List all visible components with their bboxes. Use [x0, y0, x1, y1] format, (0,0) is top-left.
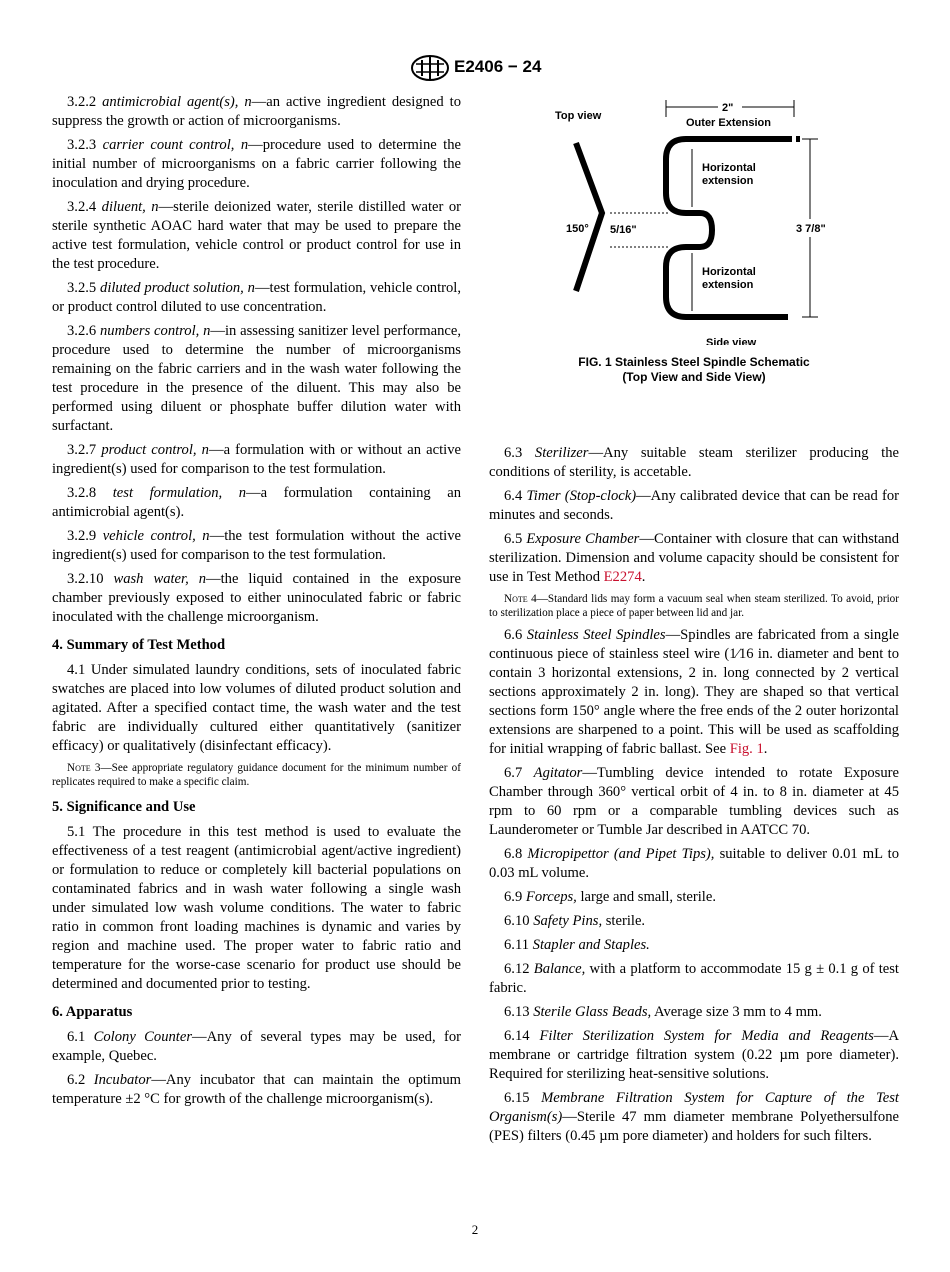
top-view-wire: [576, 143, 602, 291]
section-number: 3.2.8: [67, 485, 97, 501]
left-column: [52, 93, 461, 1114]
term: Incubator: [93, 1072, 152, 1088]
paragraph: [52, 570, 461, 627]
term: Sterilizer: [534, 445, 589, 461]
section-number: 6.4: [504, 488, 523, 504]
paragraph: [489, 626, 899, 759]
paragraph-text: —a formulation containing an antimicrobial agent(s).: [52, 485, 462, 520]
paragraph-text: —Any suitable steam sterilizer producing the conditions of sterility, is accetable.: [489, 445, 899, 480]
term: diluent, n: [101, 199, 159, 215]
paragraph-text: —test formulation, vehicle control, or product control diluted to use concentration.: [52, 280, 461, 315]
top-view-label: Top view: [555, 110, 602, 122]
paragraph: [489, 530, 899, 587]
term: carrier count control, n: [102, 137, 249, 153]
term: test formulation, n: [112, 485, 246, 501]
term: Exposure Chamber: [526, 531, 640, 547]
horiz-label-upper-1: Horizontal: [702, 162, 756, 174]
section-heading: 5. Significance and Use: [52, 799, 196, 815]
spindle-figure: [540, 95, 870, 345]
section-number: 6.12: [504, 961, 530, 977]
note: [52, 761, 461, 789]
reference-link[interactable]: Fig. 1: [729, 741, 764, 757]
section-number: 6.9: [504, 889, 523, 905]
paragraph-text: —in assessing sanitizer level performance, procedure used to determine the number of microorganisms remaining on the fabric carriers and in the wash water following the test procedure in the presence of the diluent. This may also be performed using diluent or phosphate buffer dilution water with surfactant.: [52, 323, 461, 434]
paragraph: [52, 93, 461, 131]
paragraph-text: Average size 3 mm to 4 mm.: [651, 1004, 822, 1020]
section-number: 6.5: [504, 531, 523, 547]
term: Forceps,: [525, 889, 577, 905]
section-number: 6.3: [504, 445, 523, 461]
paragraph-text: —the liquid contained in the exposure chamber previously exposed to either uninoculated fabric or fabric inoculated with the challenge microorganism.: [52, 571, 461, 625]
figure-caption: [489, 355, 899, 385]
paragraph-text: Under simulated laundry conditions, sets of inoculated fabric swatches are placed into low volumes of diluted product solution and agitated. After a specified contact time, the wash water and the test fabric are individually cultured either quantitatively (sanitizer efficacy) or qualitatively (disinfectant efficacy).: [52, 662, 461, 754]
paragraph: [489, 1089, 899, 1146]
paragraph-text: The procedure in this test method is used to evaluate the effectiveness of a test reagent (antimicrobial agent/active ingredient) or formulation to reduce or completely kill bacterial populations on contaminated fabrics and in wash water following a single wash under simulated low wash volume conditions. The water to fabric ratio in common front loading machines is dynamic and varies by region and machine used. The proper water to fabric ratio and temperature for the worse-case scenario for product use should be determined and documented prior to testing.: [52, 824, 461, 992]
paragraph-text: suitable to deliver 0.01 mL to 0.03 mL volume.: [489, 846, 899, 881]
term: antimicrobial agent(s), n: [102, 94, 252, 110]
paragraph: [52, 1071, 461, 1109]
section-number: 6.6: [504, 627, 523, 643]
paragraph-text: —Any of several types may be used, for example, Quebec.: [52, 1029, 461, 1064]
paragraph: [489, 1003, 899, 1022]
paragraph: [489, 487, 899, 525]
note-label: Note 4: [504, 593, 537, 605]
paragraph-text: —the test formulation without the active ingredient(s) used for comparison to the test formulation.: [52, 528, 461, 563]
paragraph-text: —Spindles are fabricated from a single continuous piece of stainless steel wire (1⁄16 in. diameter and bent to contain 3 horizontal extensions, 2 in. long connected by 2 vertical sections approximately 2 in. long). They are shaped so that vertical sections form 150° angle where the free ends of the 2 outer horizontal extensions are sharpened to a point. This will be used as scaffolding for initial wrapping of fabric ballast. See: [489, 627, 899, 757]
section-number: 3.2.6: [67, 323, 97, 339]
section-number: 4.1: [67, 662, 86, 678]
page-header: [0, 54, 950, 84]
term: wash water, n: [113, 571, 207, 587]
page-number: 2: [471, 1222, 479, 1237]
term: vehicle control, n: [102, 528, 210, 544]
paragraph: [52, 136, 461, 193]
horiz-label-lower-1: Horizontal: [702, 266, 756, 278]
paragraph-text: —A membrane or cartridge filtration system (0.22 µm pore diameter). Required for sterilizing heat-sensitive solutions.: [489, 1028, 899, 1082]
section-number: 3.2.10: [67, 571, 104, 587]
side-view-label: Side view: [706, 337, 757, 345]
paragraph: [489, 888, 899, 907]
paragraph-text: —Tumbling device intended to rotate Exposure Chamber through 360° vertical orbit of 4 in. to 8 in. diameter at 45 rpm to 60 rpm or a comparable tumbling devices such as Launderometer or Tumble Jar described in AATCC 70.: [489, 765, 899, 838]
paragraph: [489, 845, 899, 883]
angle-label: 150°: [566, 223, 589, 235]
outer-extension-label: Outer Extension: [686, 117, 771, 129]
term: Filter Sterilization System for Media and Reagents: [539, 1028, 874, 1044]
paragraph: [52, 527, 461, 565]
section-number: 3.2.5: [67, 280, 97, 296]
note: [489, 592, 899, 620]
paragraph: [52, 279, 461, 317]
paragraph: [52, 823, 461, 994]
punctuation: .: [641, 569, 646, 585]
paragraph: [489, 764, 899, 840]
section-number: 3.2.4: [67, 199, 97, 215]
section-heading: 4. Summary of Test Method: [52, 637, 226, 653]
section-number: 3.2.7: [67, 442, 97, 458]
paragraph: [489, 912, 899, 931]
paragraph: [489, 444, 899, 482]
reference-link[interactable]: E2274: [603, 569, 642, 585]
section-number: 3.2.3: [67, 137, 97, 153]
note-label: Note 3: [67, 762, 101, 774]
section-number: 6.15: [504, 1090, 530, 1106]
paragraph-text: —sterile deionized water, sterile distilled water or sterile synthetic AOAC hard water that may be used to prepare the active test formulation, vehicle control or product control for use in the test procedure.: [52, 199, 461, 272]
section-heading: 6. Apparatus: [52, 1004, 133, 1020]
section-number: 6.10: [504, 913, 530, 929]
paragraph-text: —Any calibrated device that can be read for minutes and seconds.: [489, 488, 899, 523]
right-column: [489, 444, 899, 1151]
note-text: —Standard lids may form a vacuum seal when steam sterilized. To avoid, prior to sterilization place a piece of paper between lid and jar.: [489, 593, 899, 619]
standard-designation: E2406 − 24: [454, 57, 542, 76]
paragraph-text: with a platform to accommodate 15 g ± 0.1 g of test fabric.: [489, 961, 899, 996]
term: Membrane Filtration System for Capture of the Test Organism(s): [489, 1090, 899, 1125]
paragraph: [52, 322, 461, 436]
section-number: 6.14: [504, 1028, 530, 1044]
note-text: —See appropriate regulatory guidance document for the minimum number of replicates required to make a specific claim.: [52, 762, 462, 788]
horiz-label-upper-2: extension: [702, 175, 754, 187]
section-number: 6.8: [504, 846, 523, 862]
term: diluted product solution, n: [100, 280, 255, 296]
paragraph: [489, 960, 899, 998]
term: Stapler and Staples.: [532, 937, 650, 953]
gap-label: 5/16": [610, 224, 637, 236]
term: Balance,: [533, 961, 586, 977]
term: product control, n: [101, 442, 209, 458]
paragraph-text: —procedure used to determine the initial number of microorganisms on a fabric carrier following the inoculation and drying procedure.: [52, 137, 461, 191]
paragraph-text: —Container with closure that can withstand sterilization. Dimension and volume capacity should be consistent for use in Test Method: [489, 531, 900, 585]
section-number: 3.2.2: [67, 94, 97, 110]
outer-dimension: 2": [722, 102, 734, 114]
section-number: 6.11: [504, 937, 529, 953]
section-number: 6.13: [504, 1004, 530, 1020]
section-number: 6.1: [67, 1029, 86, 1045]
term: Agitator: [533, 765, 583, 781]
term: Colony Counter: [93, 1029, 193, 1045]
paragraph-text: sterile.: [602, 913, 646, 929]
height-label: 3 7/8": [796, 223, 826, 235]
section-number: 5.1: [67, 824, 86, 840]
term: Micropipettor (and Pipet Tips),: [527, 846, 715, 862]
paragraph: [489, 936, 899, 955]
section-number: 3.2.9: [67, 528, 97, 544]
term: Safety Pins,: [533, 913, 603, 929]
section-number: 6.2: [67, 1072, 86, 1088]
term: Stainless Steel Spindles: [526, 627, 666, 643]
paragraph-text: large and small, sterile.: [576, 889, 716, 905]
punctuation: .: [763, 741, 768, 757]
term: Timer (Stop-clock): [526, 488, 637, 504]
paragraph: [52, 441, 461, 479]
astm-logo-icon: [410, 54, 450, 82]
paragraph: [52, 1028, 461, 1066]
paragraph-text: —Any incubator that can maintain the optimum temperature ±2 °C for growth of the challenge microorganism(s).: [52, 1072, 461, 1107]
paragraph: [52, 198, 461, 274]
spindle-schematic: [540, 95, 870, 345]
caption-line-1: FIG. 1 Stainless Steel Spindle Schematic: [578, 355, 810, 369]
paragraph: [52, 661, 461, 756]
paragraph: [489, 1027, 899, 1084]
paragraph-text: —Sterile 47 mm diameter membrane Polyethersulfone (PES) filters (0.45 µm pore diameter) and holders for such filters.: [489, 1109, 899, 1144]
paragraph: [52, 484, 461, 522]
section-number: 6.7: [504, 765, 523, 781]
paragraph-text: —an active ingredient designed to suppress the growth or action of microorganisms.: [52, 94, 461, 129]
term: Sterile Glass Beads,: [533, 1004, 652, 1020]
caption-line-2: (Top View and Side View): [622, 370, 766, 384]
paragraph-text: —a formulation with or without an active ingredient(s) used for comparison to the test formulation.: [52, 442, 461, 477]
term: numbers control, n: [99, 323, 211, 339]
horiz-label-lower-2: extension: [702, 279, 754, 291]
